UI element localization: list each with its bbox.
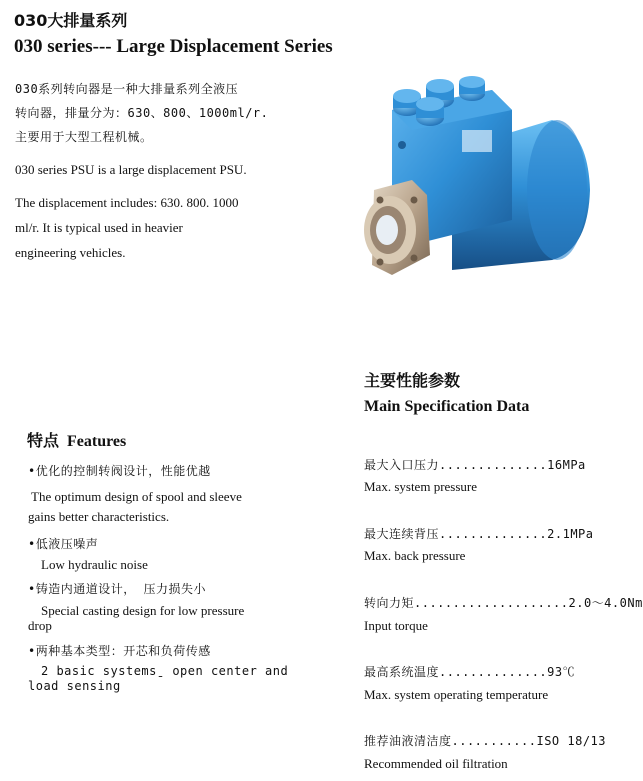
feature-3-en-line-1: Special casting design for low pressure bbox=[41, 603, 245, 618]
spec-3-cn: 转向力矩....................2.0～4.0Nm bbox=[364, 596, 643, 610]
feature-4-en-line-2: load sensing bbox=[28, 679, 121, 693]
intro-en-line-3: engineering vehicles. bbox=[15, 245, 126, 260]
spec-5-cn: 推荐油液清洁度...........ISO 18/13 bbox=[364, 734, 606, 748]
intro-en-line-1: The displacement includes: 630. 800. 1000 bbox=[15, 195, 239, 210]
spec-4-cn: 最高系统温度..............93℃ bbox=[364, 665, 576, 679]
intro-en-line-2: ml/r. It is typical used in heavier bbox=[15, 220, 183, 235]
specs-heading-cn: 主要性能参数 bbox=[364, 371, 461, 390]
spec-1-en: Max. system pressure bbox=[364, 479, 478, 494]
spec-1-cn: 最大入口压力..............16MPa bbox=[364, 458, 586, 472]
feature-1-cn: •优化的控制转阀设计，性能优越 bbox=[28, 464, 211, 478]
spec-5-en: Recommended oil filtration bbox=[364, 756, 508, 771]
feature-1-en-line-1: The optimum design of spool and sleeve bbox=[31, 489, 242, 504]
feature-1-en-line-2: gains better characteristics. bbox=[28, 509, 170, 524]
features-heading-en: Features bbox=[67, 433, 127, 450]
feature-4-en-line-1: 2 basic systemsˍ open center and bbox=[41, 664, 289, 678]
spec-3-en: Input torque bbox=[364, 618, 428, 633]
intro-cn-line-3: 主要用于大型工程机械。 bbox=[15, 130, 153, 144]
feature-2-en-line-1: Low hydraulic noise bbox=[41, 557, 148, 572]
intro-en-p1: 030 series PSU is a large displacement PSU. bbox=[15, 162, 247, 177]
page-title-en: 030 series--- Large Displacement Series bbox=[14, 36, 333, 57]
spec-4-en: Max. system operating temperature bbox=[364, 687, 549, 702]
spec-2-en: Max. back pressure bbox=[364, 548, 466, 563]
intro-cn-line-1: 030系列转向器是一种大排量系列全液压 bbox=[15, 82, 239, 96]
features-heading-cn: 特点 bbox=[27, 431, 60, 450]
feature-3-cn: •铸造内通道设计， 压力损失小 bbox=[28, 582, 206, 596]
specs-heading-en: Main Specification Data bbox=[364, 398, 530, 415]
steering-unit-product-image bbox=[352, 70, 596, 285]
feature-2-cn: •低液压噪声 bbox=[28, 537, 99, 551]
feature-4-cn: •两种基本类型：开芯和负荷传感 bbox=[28, 644, 211, 658]
page-title-cn: 030大排量系列 bbox=[14, 11, 128, 30]
spec-2-cn: 最大连续背压..............2.1MPa bbox=[364, 527, 594, 541]
features-heading bbox=[27, 428, 126, 451]
intro-cn-line-2: 转向器，排量分为：630、800、1000ml/r. bbox=[15, 106, 269, 120]
feature-3-en-line-2: drop bbox=[28, 618, 52, 633]
